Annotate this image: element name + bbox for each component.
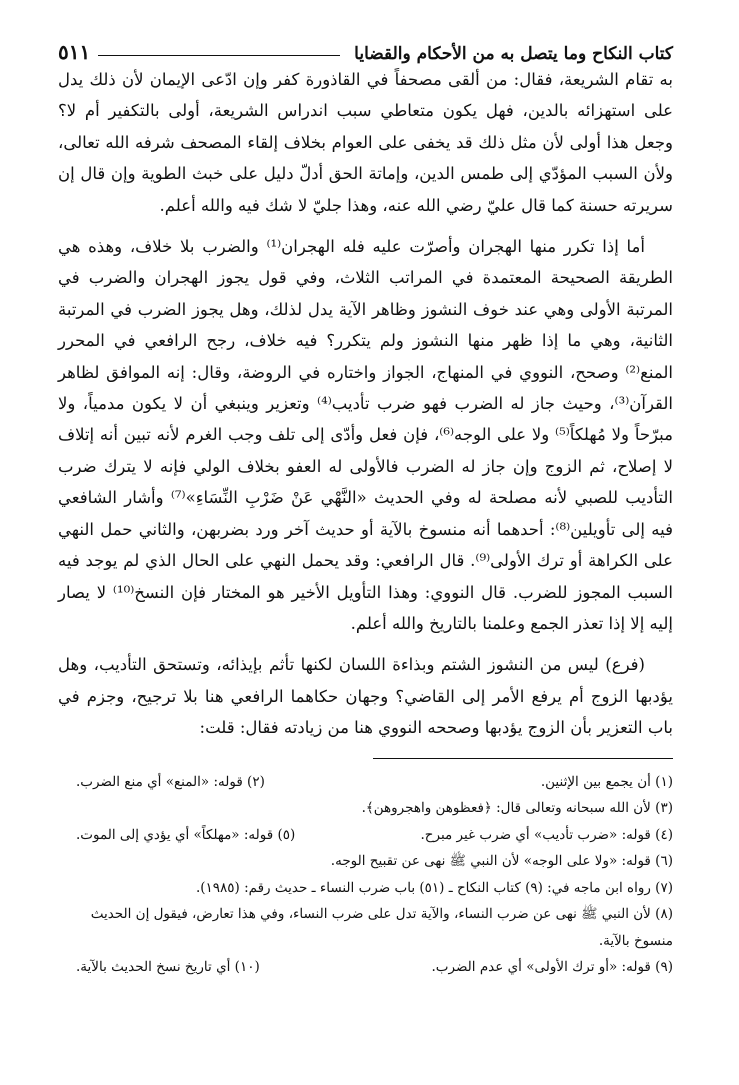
main-text: [58, 64, 673, 744]
page-number: ٥١١: [58, 40, 91, 64]
footnote-1: (١) أن يجمع بين الإثنين.: [540, 773, 673, 790]
footnote-2: (٢) قوله: «المنع» أي منع الضرب.: [76, 773, 265, 790]
footnote-6: (٦) قوله: «ولا على الوجه» لأن النبي ﷺ نهى عن تقبيح الوجه.: [330, 853, 673, 870]
page-header: [58, 28, 673, 64]
footnote-row: [58, 954, 673, 981]
footnote-10: (١٠) أي تاريخ نسخ الحديث بالآية.: [76, 959, 260, 976]
header-rule: [98, 55, 340, 56]
footnote-4: (٤) قوله: «ضرب تأديب» أي ضرب غير مبرح.: [420, 826, 673, 843]
footnote-3: (٣) لأن الله سبحانه وتعالى قال: ﴿فعظوهن واهجروهن﴾.: [361, 800, 673, 817]
paragraph-3: (فرع) ليس من النشوز الشتم وبذاءة اللسان لكنها تأثم بإيذائه، وتستحق التأديب، وهل يؤدبها الزوج أم يرفع الأمر إلى القاضي؟ وجهان حكاهما الرافعي هنا بلا ترجيح، وجزم في باب التعزير بأن الزوج يؤدبها وصححه النووي هنا من زيادته فقال: قلت:: [58, 655, 673, 738]
footnote-9: (٩) قوله: «أو ترك الأولى» أي عدم الضرب.: [431, 959, 673, 976]
footnote-5: (٥) قوله: «مهلكاً» أي يؤدي إلى الموت.: [76, 826, 296, 843]
paragraph-2: أما إذا تكرر منها الهجران وأصرّت عليه فله الهجران⁽¹⁾ والضرب بلا خلاف، وهذه هي الطريقة الصحيحة المعتمدة في المراتب الثلاث، وفي قول يجوز الهجران والضرب في المرتبة الأولى وهي عند خوف النشوز وظاهر الآية يدل لذلك، وهل يجوز الضرب في المرتبة الثانية، وهي ما إذا ظهر منها النشوز ولم يتكرر؟ فيه خلاف، رجح الرافعي في المحرر المنع⁽²⁾ وصحح، النووي في المنهاج، الجواز واختاره في الروضة، وقال: إنه الموافق لظاهر القرآن⁽³⁾، وحيث جاز له الضرب فهو ضرب تأديب⁽⁴⁾ وتعزير وينبغي أن لا يكون مدمياً، ولا مبرّحاً ولا مُهلكاً⁽⁵⁾ ولا على الوجه⁽⁶⁾، فإن فعل وأدّى إلى تلف وجب الغرم لأنه تبين أنه إتلاف لا إصلاح، ثم الزوج وإن جاز له الضرب فالأولى له العفو بخلاف الولي فإنه لا يترك ضرب التأديب للصبي لأنه مصلحة له وفي الحديث «النَّهْي عَنْ ضَرْبِ النِّسَاءِ»⁽⁷⁾ وأشار الشافعي فيه إلى تأويلين⁽⁸⁾: أحدهما أنه منسوخ بالآية أو حديث آخر ورد بضربهن، والثاني حمل النهي على الكراهة أو ترك الأولى⁽⁹⁾. قال الرافعي: وقد يحمل النهي على الحال الذي لم يوجد فيه السبب المجوز للضرب. قال النووي: وهذا التأويل الأخير هو المختار فإن النسخ⁽¹⁰⁾ لا يصار إليه إلا إذا تعذر الجمع وعلمنا بالتاريخ والله أعلم.: [58, 237, 674, 633]
running-title: كتاب النكاح وما يتصل به من الأحكام والقضايا: [354, 44, 673, 64]
footnote-row: [58, 822, 673, 849]
footnote-separator: [373, 758, 673, 759]
footnote-8: (٨) لأن النبي ﷺ نهى عن ضرب النساء، والآية تدل على ضرب النساء، وفي هذا تعارض، فيقول إن الحديث منسوخ بالآية.: [90, 906, 673, 949]
footnote-row: [58, 769, 673, 796]
footnote-7: (٧) رواه ابن ماجه في: (٩) كتاب النكاح ـ (٥١) باب ضرب النساء ـ حديث رقم: (١٩٨٥).: [195, 879, 673, 896]
footnotes: [58, 769, 673, 981]
paragraph-1: به تقام الشريعة، فقال: من ألقى مصحفاً في القاذورة كفر وإن ادّعى الإيمان لأن ذلك يدل على استهزائه بالدين، فهل يكون متعاطي سبب اندراس الشريعة، أولى بالتكفير أم لا؟ وجعل هذا أولى لأن مثل ذلك قد يخفى على العوام بخلاف إلقاء المصحف شرفه الله تعالى، ولأن السبب المؤدّي إلى طمس الدين، وإماتة الحق أدلّ دليل على خبث الطوية وإن قال إن سريرته حسنة كما قال عليّ رضي الله عنه، وهذا جليّ لا شك فيه والله أعلم.: [58, 70, 673, 215]
